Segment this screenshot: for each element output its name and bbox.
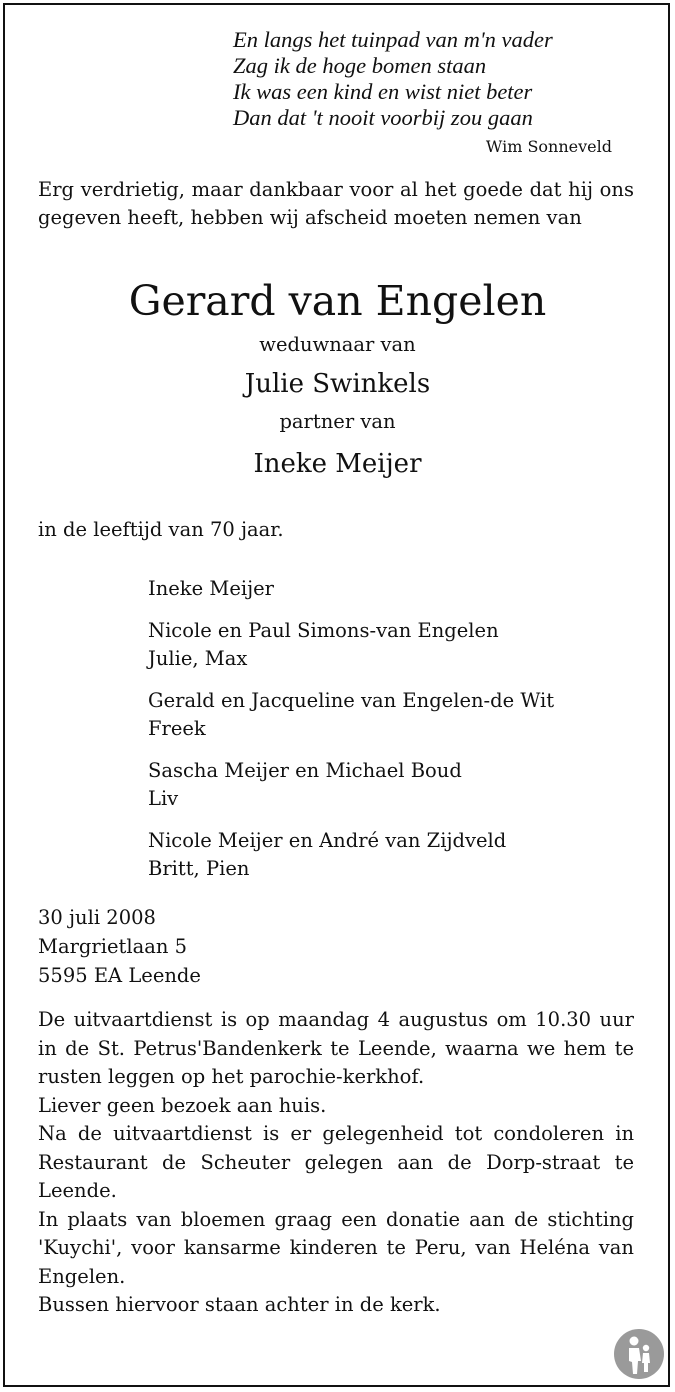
collection-boxes-line: Bussen hiervoor staan achter in de kerk. [38, 1293, 441, 1316]
donation-paragraph: In plaats van bloemen graag een donatie aan de stichting 'Kuychi', voor kansarme kinderen te Peru, van Heléna van Engelen. [38, 1207, 634, 1288]
poem-line: Zag ik de hoge bomen staan [233, 53, 487, 78]
family-group [148, 757, 648, 813]
relation-widower: weduwnaar van [259, 333, 416, 356]
condolence-paragraph: Na de uitvaartdienst is er gelegenheid tot condoleren in Restaurant de Scheuter gelegen aan de Dorp-straat te Leende. [38, 1122, 634, 1202]
family-member: Sascha Meijer en Michael Boud [148, 759, 462, 782]
intro-text: Erg verdrietig, maar dankbaar voor al het goede dat hij ons gegeven heeft, hebben wij afscheid moeten nemen van [38, 178, 634, 229]
family-member: Ineke Meijer [148, 577, 275, 600]
family-list [148, 575, 648, 897]
family-children: Liv [148, 787, 179, 810]
poem-line: Dan dat 't nooit voorbij zou gaan [233, 105, 533, 130]
address-street: Margrietlaan 5 [38, 935, 187, 958]
family-group [148, 617, 648, 673]
family-member: Nicole en Paul Simons-van Engelen [148, 619, 499, 642]
service-info [38, 1006, 634, 1320]
deceased-name: Gerard van Engelen [128, 277, 547, 325]
poem-line: Ik was een kind en wist niet beter [233, 79, 533, 104]
family-member: Gerald en Jacqueline van Engelen-de Wit [148, 689, 555, 712]
family-member: Nicole Meijer en André van Zijdveld [148, 829, 507, 852]
poem-author: Wim Sonneveld [485, 137, 612, 156]
spouse-name: Julie Swinkels [244, 369, 431, 399]
service-paragraph: De uitvaartdienst is op maandag 4 augustus om 10.30 uur in de St. Petrus'Bandenkerk te Leende, waarna we hem te rusten leggen op het parochie-kerkhof. [38, 1008, 634, 1088]
partner-name: Ineke Meijer [253, 449, 422, 479]
family-children: Freek [148, 717, 206, 740]
no-visit-line: Liever geen bezoek aan huis. [38, 1093, 327, 1117]
poem-line: En langs het tuinpad van m'n vader [233, 27, 553, 52]
family-children: Britt, Pien [148, 857, 250, 880]
poem [233, 27, 633, 131]
relation-partner: partner van [279, 410, 396, 433]
age-line: in de leeftijd van 70 jaar. [38, 518, 284, 541]
walking-figures-icon [613, 1328, 665, 1380]
family-group [148, 827, 648, 883]
address-city: 5595 EA Leende [38, 964, 201, 987]
family-group [148, 687, 648, 743]
date-address [38, 903, 201, 990]
family-children: Julie, Max [148, 647, 248, 670]
notice-date: 30 juli 2008 [38, 906, 156, 929]
family-group [148, 575, 648, 603]
